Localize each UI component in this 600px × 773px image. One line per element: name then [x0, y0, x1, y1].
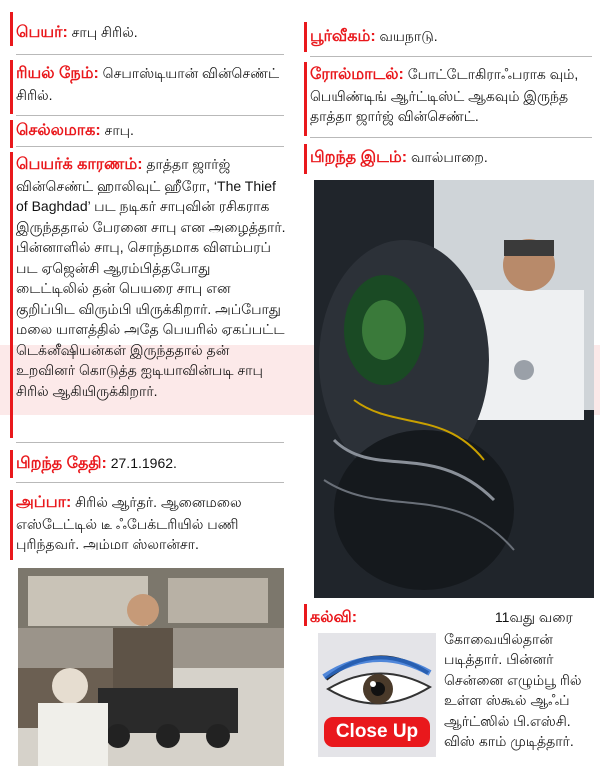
robot-photo-art [314, 180, 594, 598]
native-section [310, 26, 592, 48]
role-model-value: போட்டோகிராஃபராக வும், பெயிண்டிங் ஆர்ட்டிஸ்ட் ஆகவும் இருந்த தாத்தா ஜார்ஜ் வின்செண்ட். [310, 66, 579, 124]
real-name-value: செபாஸ்டியான் வின்செண்ட் சிரில். [16, 65, 280, 103]
name-section [16, 22, 286, 44]
birth-place-label: பிறந்த இடம்: [310, 149, 408, 166]
name-reason-section [16, 154, 286, 401]
divider [16, 482, 284, 483]
father-label: அப்பா: [16, 494, 72, 511]
pet-name-section [16, 120, 286, 142]
accent-bar [304, 22, 307, 52]
accent-bar [304, 144, 307, 174]
birth-date-value: 27.1.1962. [106, 455, 177, 471]
native-value: வயநாடு. [375, 28, 438, 44]
role-model-label: ரோல்மாடல்: [310, 66, 404, 83]
pet-name-value: சாபு. [100, 122, 134, 138]
father-section [16, 492, 286, 555]
accent-bar [10, 490, 13, 560]
divider [16, 442, 284, 443]
birth-place-section [310, 147, 592, 169]
name-label: பெயர்: [16, 24, 68, 41]
accent-bar [10, 120, 13, 148]
accent-bar [304, 62, 307, 136]
workshop-photo [18, 568, 284, 766]
real-name-section [16, 63, 286, 105]
accent-bar [10, 152, 13, 438]
education-value: 11வது வரை கோவையில்தான் படித்தார். பின்னர் சென்னை எழும்பூ ரில் உள்ள ஸ்கூல் ஆஃப் ஆர்ட்ஸில் பி.எஸ்சி. விஸ் காம் முடித்தார். [444, 609, 582, 749]
birth-date-label: பிறந்த தேதி: [16, 455, 107, 472]
accent-bar [304, 604, 307, 626]
closeup-badge [318, 633, 436, 757]
real-name-label: ரியல் நேம்: [16, 65, 99, 82]
birth-date-section [16, 453, 286, 475]
name-reason-label: பெயர்க் காரணம்: [16, 156, 143, 173]
education-label: கல்வி: [310, 609, 358, 626]
divider [16, 54, 284, 55]
divider [310, 137, 592, 138]
divider [16, 115, 284, 116]
divider [16, 146, 284, 147]
name-reason-value: தாத்தா ஜார்ஜ் வின்செண்ட் ஹாலிவுட் ஹீரோ, ‘The Thief of Baghdad’ பட நடிகர் சாபுவின் ரசிகராக இருந்ததால் பேரனை சாபு என அழைத்தார். பின்னாளில் சாபு, சொந்தமாக விளம்பரப் பட ஏஜென்சி ஆரம்பித்தபோது டைட்டிலில் தன் பெயரை சாபு என குறிப்பிட விரும்பி யிருக்கிறார். அப்போது மலை யாளத்தில் அதே பெயரில் ஏகப்பட்ட டெக்னீஷியன்கள் இருந்ததால் தன் உறவினர் கொடுத்த ஐடியாவின்படி சாபு சிரில் ஆகியிருக்கிறார். [16, 156, 286, 399]
accent-bar [10, 12, 13, 46]
pet-name-label: செல்லமாக: [16, 122, 101, 139]
birth-place-value: வால்பாறை. [407, 149, 488, 165]
robot-photo [314, 180, 594, 598]
closeup-label: Close Up [324, 717, 430, 747]
workshop-photo-art [18, 568, 284, 766]
father-value: சிரில் ஆர்தர். ஆனைமலை எஸ்டேட்டில் டீ ஃபேக்டரியில் பணி புரிந்தவர். அம்மா ஸ்லான்சா. [16, 494, 242, 552]
divider [310, 56, 592, 57]
name-value: சாபு சிரில். [67, 24, 138, 40]
role-model-section [310, 64, 592, 127]
accent-bar [10, 60, 13, 114]
accent-bar [10, 450, 13, 478]
native-label: பூர்வீகம்: [310, 28, 376, 45]
